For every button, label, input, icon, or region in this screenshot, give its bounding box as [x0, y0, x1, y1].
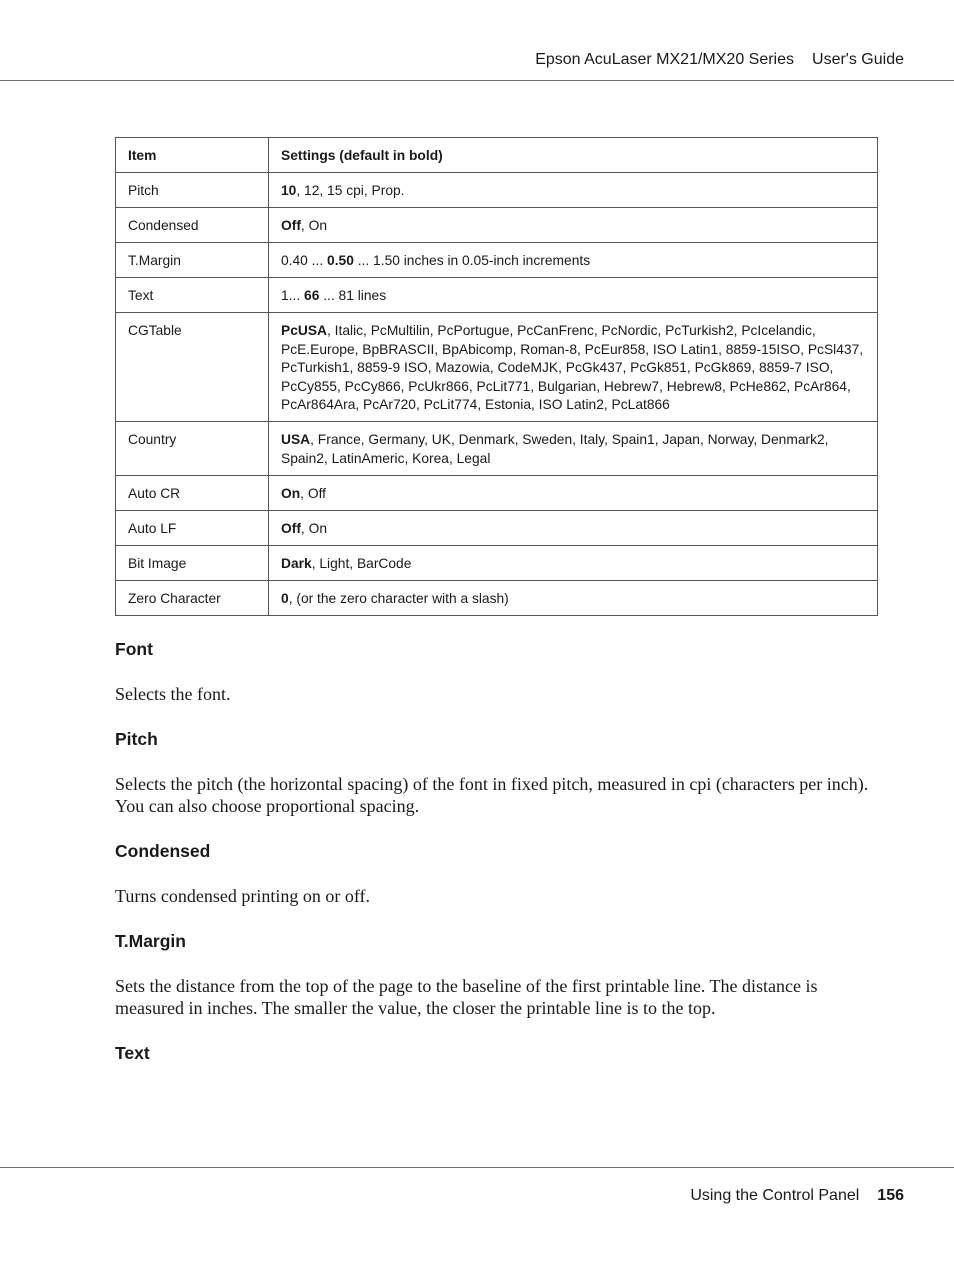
- row-setting: [269, 581, 878, 616]
- row-item: Auto LF: [116, 511, 269, 546]
- table-row: [116, 476, 878, 511]
- table-row: [116, 546, 878, 581]
- other-values: , (or the zero character with a slash): [288, 591, 509, 606]
- row-item: Auto CR: [116, 476, 269, 511]
- column-header-settings: Settings (default in bold): [269, 138, 878, 173]
- row-item: CGTable: [116, 313, 269, 422]
- other-values: , 12, 15 cpi, Prop.: [296, 183, 405, 198]
- other-values: ... 1.50 inches in 0.05-inch increments: [353, 253, 591, 268]
- row-setting: [269, 243, 878, 278]
- section-body-pitch: Selects the pitch (the horizontal spacing) of the font in fixed pitch, measured in cpi (characters per inch). You can also choose proportional spacing.: [115, 774, 869, 816]
- default-value: 0: [281, 591, 289, 606]
- row-item: Text: [116, 278, 269, 313]
- table-row: [116, 208, 878, 243]
- default-value: 10: [281, 183, 297, 198]
- section-heading-font: Font: [115, 639, 153, 659]
- table-row: [116, 422, 878, 476]
- row-setting: [269, 208, 878, 243]
- row-item: Pitch: [116, 173, 269, 208]
- default-value: Off: [281, 218, 301, 233]
- table-row: [116, 278, 878, 313]
- section-heading-pitch: Pitch: [115, 729, 158, 749]
- page-header: [0, 0, 954, 81]
- other-values: , Off: [300, 486, 326, 501]
- other-values: , On: [300, 218, 327, 233]
- table-row: [116, 243, 878, 278]
- header-text: [535, 51, 904, 69]
- default-value: Off: [281, 521, 301, 536]
- table-row: [116, 511, 878, 546]
- row-setting: [269, 476, 878, 511]
- row-item: Bit Image: [116, 546, 269, 581]
- section-body-condensed: Turns condensed printing on or off.: [115, 886, 370, 906]
- row-item: Condensed: [116, 208, 269, 243]
- row-item: T.Margin: [116, 243, 269, 278]
- page-footer: [690, 1187, 904, 1205]
- page-number: 156: [877, 1187, 904, 1204]
- section-heading-text: Text: [115, 1043, 150, 1063]
- section-body-tmargin: Sets the distance from the top of the page to the baseline of the first printable line. The distance is measured in inches. The smaller the value, the closer the printable line is to the top.: [115, 976, 818, 1018]
- row-setting: [269, 313, 878, 422]
- row-setting: [269, 173, 878, 208]
- row-item: Country: [116, 422, 269, 476]
- row-setting: [269, 511, 878, 546]
- range-start: 0.40 ...: [281, 253, 328, 268]
- settings-table: [115, 137, 878, 616]
- header-product-title: Epson AcuLaser MX21/MX20 Series: [535, 51, 795, 68]
- section-body-font: Selects the font.: [115, 684, 231, 704]
- row-setting: [269, 278, 878, 313]
- other-values: , Italic, PcMultilin, PcPortugue, PcCanFrenc, PcNordic, PcTurkish2, PcIcelandic, PcE.Europe, BpBRASCII, BpAbicomp, Roman-8, PcEur858, ISO Latin1, 8859-15ISO, PcSl437, PcTurkish1, 8859-9 ISO, Mazowia, CodeMJK, PcGk437, PcGk851, PcGk869, 8859-7 ISO, PcCy855, PcCy866, PcUkr866, PcLit771, Bulgarian, Hebrew7, Hebrew8, PcHe862, PcAr864, PcAr864Ara, PcAr720, PcLit774, Estonia, ISO Latin2, PcLat866: [281, 323, 864, 412]
- default-value: USA: [281, 432, 311, 447]
- default-value: PcUSA: [281, 323, 328, 338]
- other-values: , On: [300, 521, 327, 536]
- table-header-row: [116, 138, 878, 173]
- row-setting: [269, 422, 878, 476]
- row-item: Zero Character: [116, 581, 269, 616]
- table-row: [116, 581, 878, 616]
- default-value: 0.50: [327, 253, 354, 268]
- table-row: [116, 313, 878, 422]
- header-doc-title: User's Guide: [812, 51, 904, 68]
- row-setting: [269, 546, 878, 581]
- table-row: [116, 173, 878, 208]
- section-heading-tmargin: T.Margin: [115, 931, 186, 951]
- section-heading-condensed: Condensed: [115, 841, 211, 861]
- column-header-item: Item: [116, 138, 269, 173]
- default-value: 66: [304, 288, 320, 303]
- other-values: ... 81 lines: [319, 288, 387, 303]
- footer-section-title: Using the Control Panel: [690, 1187, 860, 1204]
- other-values: , France, Germany, UK, Denmark, Sweden, Italy, Spain1, Japan, Norway, Denmark2, Spain2, LatinAmeric, Korea, Legal: [281, 432, 829, 466]
- footer-divider: [0, 1167, 954, 1168]
- range-start: 1...: [281, 288, 305, 303]
- default-value: On: [281, 486, 301, 501]
- other-values: , Light, BarCode: [311, 556, 412, 571]
- default-value: Dark: [281, 556, 312, 571]
